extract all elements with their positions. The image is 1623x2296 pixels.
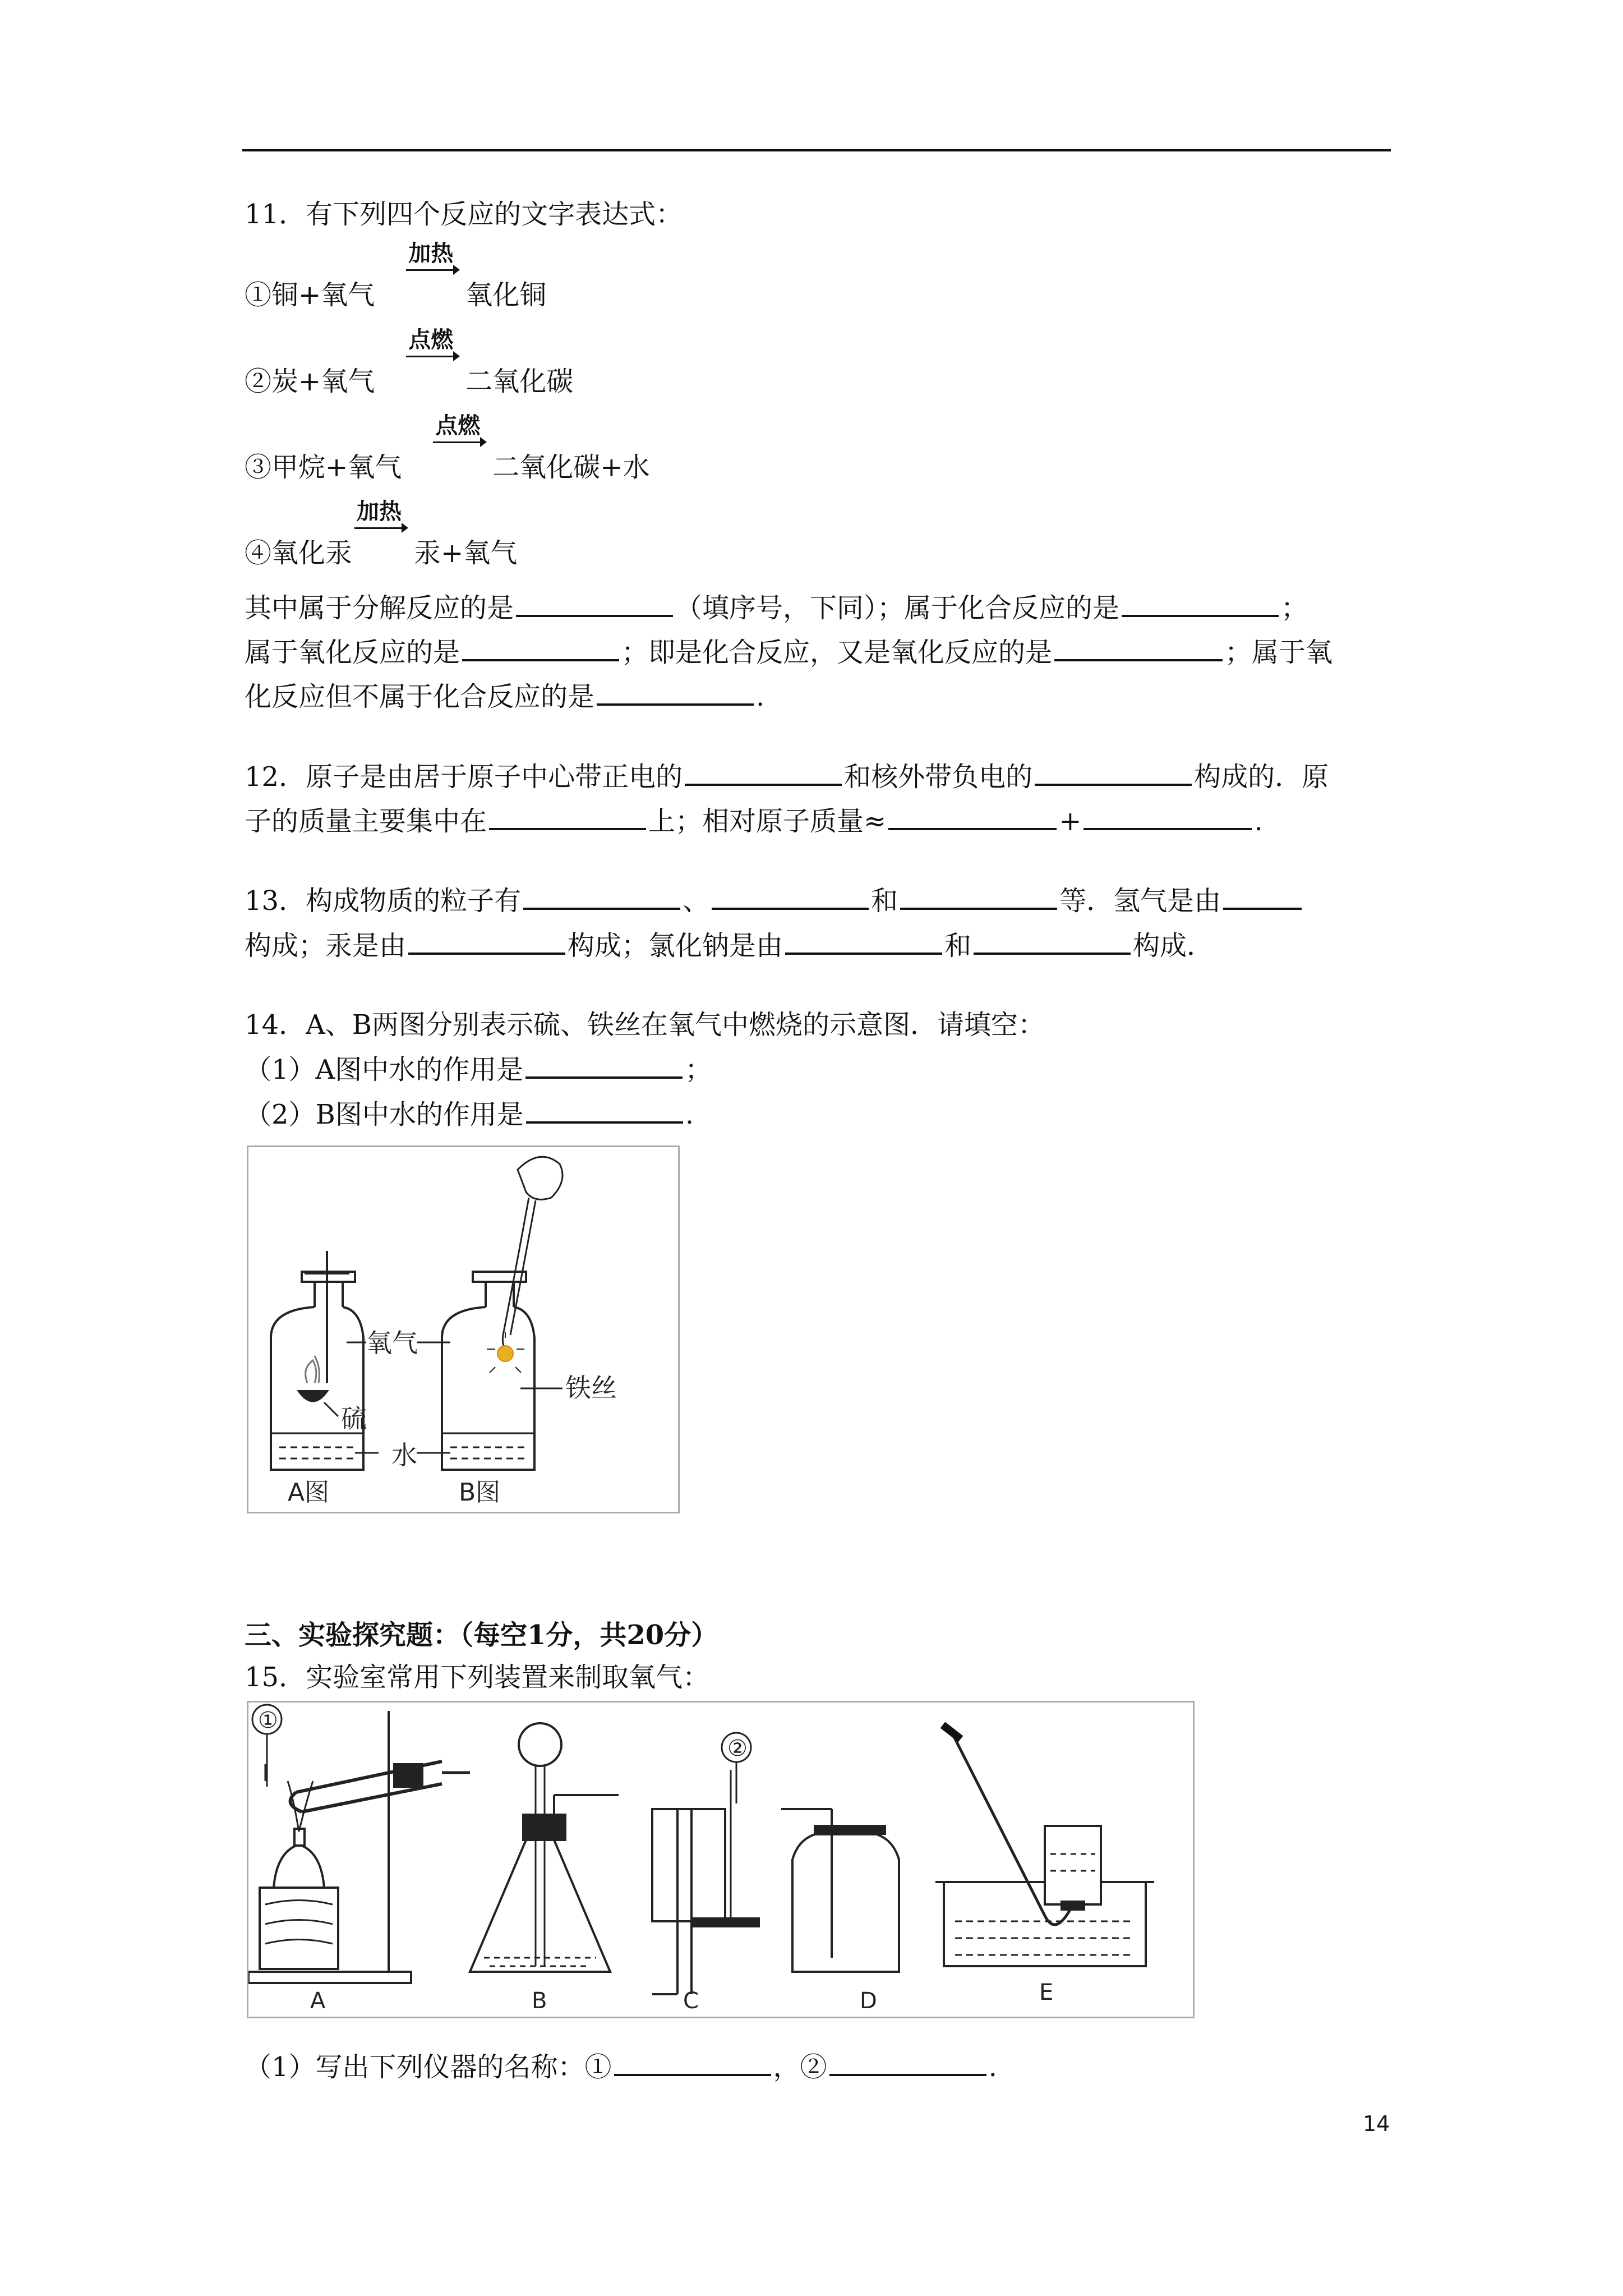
q13-text: 构成． (1133, 930, 1214, 961)
answer-blank[interactable] (1035, 761, 1192, 786)
reaction-products: 氧化铜 (465, 279, 547, 311)
q13-line-2 (245, 929, 1214, 963)
q12-text: . (1254, 806, 1263, 837)
header-rule (242, 149, 1391, 151)
q11-reaction-2 (245, 327, 574, 398)
q14-text: （1）A图中水的作用是 (245, 1054, 524, 1085)
q12-text: 构成的．原 (1194, 761, 1329, 793)
q11-reaction-4 (245, 499, 518, 570)
answer-blank[interactable] (462, 637, 619, 661)
q14-intro: 14．A、B两图分别表示硫、铁丝在氧气中燃烧的示意图．请填空： (245, 1009, 1045, 1041)
reaction-products: 二氧化碳 (465, 366, 574, 397)
vessel-c (652, 1809, 725, 1921)
label-a: A (310, 1988, 326, 2014)
answer-blank[interactable] (900, 885, 1057, 910)
answer-blank[interactable] (685, 761, 842, 786)
q11-text: 其中属于分解反应的是 (245, 592, 514, 624)
q13-text: 、 (683, 885, 710, 917)
reaction-products: 汞+氧气 (414, 537, 518, 569)
q15-figure (247, 1701, 1195, 2018)
reaction-number: ① (245, 279, 272, 311)
funnel-bulb (519, 1723, 561, 1766)
reaction-arrow (406, 241, 462, 304)
q11-text: ；属于氧 (1225, 637, 1333, 668)
q14-text: （2）B图中水的作用是 (245, 1099, 524, 1130)
q13-text: 和 (871, 885, 898, 917)
answer-blank[interactable] (1223, 885, 1302, 910)
answer-blank[interactable] (614, 2051, 771, 2076)
reaction-reactants: 氧化汞 (271, 537, 353, 569)
q11-reaction-1 (245, 241, 547, 312)
q14-text: ； (685, 1054, 712, 1085)
q11-text: . (756, 681, 765, 712)
section-heading: 三、实验探究题：（每空1分，共20分） (245, 1619, 718, 1651)
answer-blank[interactable] (597, 681, 754, 706)
q13-text: 构成；汞是由 (245, 930, 407, 961)
answer-blank[interactable] (489, 806, 646, 830)
stand-base (248, 1972, 411, 1983)
reaction-number: ③ (245, 452, 272, 483)
q15-part-1 (245, 2050, 997, 2084)
q12-line-2 (245, 804, 1263, 838)
q15-intro: 15．实验室常用下列装置来制取氧气： (245, 1662, 710, 1693)
gas-bottle (792, 1834, 899, 1972)
q12-text: 子的质量主要集中在 (245, 806, 487, 837)
reaction-arrow (354, 499, 411, 562)
q11-line-2 (245, 636, 1332, 669)
q14-part-1 (245, 1053, 712, 1087)
answer-blank[interactable] (1054, 637, 1223, 661)
label-d: D (860, 1988, 877, 2014)
answer-blank[interactable] (974, 930, 1131, 955)
answer-blank[interactable] (516, 592, 673, 617)
answer-blank[interactable] (712, 885, 869, 910)
answer-blank[interactable] (785, 930, 942, 955)
marker-1: ① (258, 1708, 278, 1733)
q11-text: 属于氧化反应的是 (245, 637, 460, 668)
page-number: 14 (1363, 2111, 1390, 2136)
q14-text: . (685, 1099, 694, 1130)
q11-text: ；即是化合反应，又是氧化反应的是 (621, 637, 1053, 668)
q11-intro: 11．有下列四个反应的文字表达式： (245, 199, 683, 230)
q13-line-1 (245, 884, 1304, 918)
reaction-condition: 加热 (357, 499, 402, 524)
answer-blank[interactable] (888, 806, 1057, 830)
q12-text: + (1059, 806, 1082, 837)
q11-reaction-3 (245, 413, 650, 484)
label-b: B (532, 1988, 547, 2014)
q12-text: 上；相对原子质量≈ (648, 806, 887, 837)
reaction-number: ② (245, 366, 272, 397)
hand-icon (518, 1157, 562, 1199)
reaction-products: 二氧化碳+水 (492, 452, 650, 483)
answer-blank[interactable] (1083, 806, 1252, 830)
reaction-condition: 加热 (408, 241, 454, 266)
combustion-spoon-a (299, 1391, 327, 1401)
answer-blank[interactable] (525, 1054, 683, 1079)
answer-blank[interactable] (829, 2051, 986, 2076)
label-water: 水 (391, 1440, 417, 1470)
q11-line-3 (245, 680, 764, 714)
label-figure-a: A图 (288, 1478, 330, 1507)
reaction-reactants: 甲烷+氧气 (271, 452, 402, 483)
conical-flask (470, 1840, 610, 1972)
marker-2: ② (727, 1736, 748, 1761)
q12-text: 12．原子是由居于原子中心带正电的 (245, 761, 683, 793)
reaction-number: ④ (245, 537, 272, 569)
label-sulfur: 硫 (341, 1404, 367, 1434)
q13-text: 构成；氯化钠是由 (568, 930, 783, 961)
q15-text: ，② (773, 2051, 827, 2083)
q15-text: （1）写出下列仪器的名称：① (245, 2051, 612, 2083)
q13-text: 等．氢气是由 (1059, 885, 1221, 917)
q14-part-2 (245, 1098, 694, 1131)
answer-blank[interactable] (1122, 592, 1279, 617)
alcohol-lamp (274, 1846, 324, 1888)
reaction-arrow (433, 413, 489, 476)
collecting-bottle (1045, 1826, 1101, 1904)
flask-stopper (523, 1815, 565, 1840)
q11-text: ； (1281, 592, 1308, 624)
reaction-arrow (406, 327, 462, 390)
label-c: C (683, 1988, 699, 2014)
q11-text: （填序号，下同）；属于化合反应的是 (675, 592, 1120, 624)
q13-text: 和 (944, 930, 972, 961)
combustion-diagram (248, 1147, 678, 1512)
q12-line-1 (245, 760, 1329, 794)
q13-text: 13．构成物质的粒子有 (245, 885, 522, 917)
flame-spark (497, 1346, 513, 1361)
label-oxygen: 氧气 (366, 1328, 418, 1358)
reaction-reactants: 铜+氧气 (271, 279, 375, 311)
answer-blank[interactable] (408, 930, 565, 955)
apparatus-diagram (248, 1703, 1193, 2017)
label-iron-wire: 铁丝 (565, 1373, 617, 1403)
q11-text: 化反应但不属于化合反应的是 (245, 681, 595, 712)
reaction-reactants: 炭+氧气 (271, 366, 375, 397)
q12-text: 和核外带负电的 (844, 761, 1033, 793)
label-figure-b: B图 (459, 1478, 501, 1507)
q14-figure (247, 1145, 680, 1513)
answer-blank[interactable] (523, 885, 680, 910)
rubber-tube (943, 1725, 961, 1739)
q11-line-1 (245, 591, 1308, 625)
reaction-condition: 点燃 (408, 327, 454, 353)
tube-clamp (394, 1764, 422, 1787)
label-e: E (1039, 1980, 1054, 2005)
reaction-condition: 点燃 (435, 413, 481, 439)
answer-blank[interactable] (526, 1099, 683, 1124)
q15-text: . (988, 2051, 997, 2083)
